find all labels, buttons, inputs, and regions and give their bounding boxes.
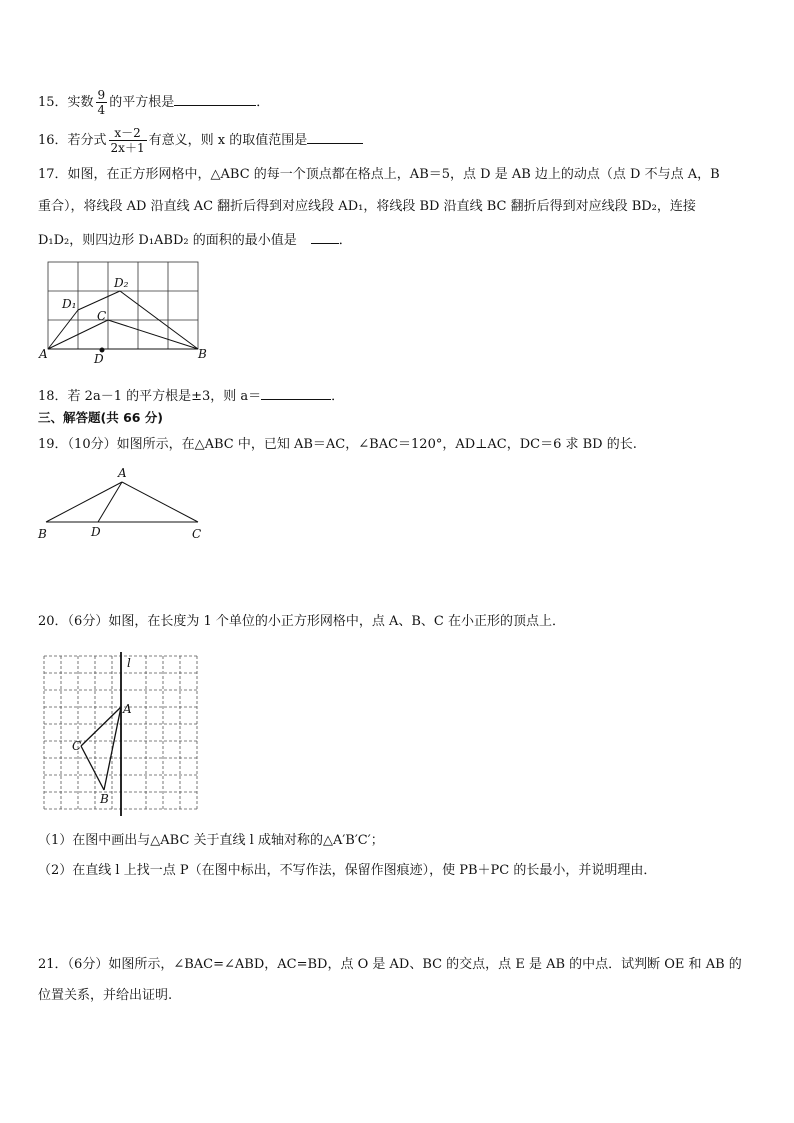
section-3-title: 三、解答题(共 66 分) [38, 410, 164, 425]
q20-label-l: l [127, 656, 131, 670]
q17-line2: 重合），将线段 AD 沿直线 AC 翻折后得到对应线段 AD₁，将线段 BD 沿直线 BC 翻折后得到对应线段 BD₂，连接 [38, 199, 696, 214]
q15-fraction [96, 88, 108, 117]
q18-end: ． [331, 389, 345, 404]
q17-line1: 17．如图，在正方形网格中，△ABC 的每一个顶点都在格点上，AB＝5，点 D 是 AB 边上的动点（点 D 不与点 A，B [38, 167, 720, 182]
q21-line2: 位置关系，并给出证明. [38, 988, 173, 1003]
q17-line3-end: ． [338, 233, 352, 248]
question-15 [38, 88, 269, 117]
q19-label-d: D [91, 525, 101, 539]
q19-triangle-figure [32, 462, 212, 542]
q19-text: 19．（10分）如图所示，在△ABC 中，已知 AB＝AC，∠BAC＝120°，AD⊥AC，DC＝6 求 BD 的长. [38, 437, 637, 452]
q17-label-c: C [97, 309, 107, 323]
q17-label-b: B [198, 347, 207, 361]
q16-answer-blank[interactable] [307, 129, 363, 144]
q20-triangle-abc [81, 707, 121, 790]
q19-figure-lines [46, 482, 198, 522]
q15-prefix: 15．实数 [38, 95, 94, 110]
q15-answer-blank[interactable] [174, 91, 256, 106]
q20-label-c: C [72, 739, 82, 753]
q18-text: 18．若 2a－1 的平方根是±3，则 a＝ [38, 389, 262, 404]
q15-end: ． [256, 95, 270, 110]
q16-frac-den: 2x＋1 [110, 141, 145, 155]
q19-label-a: A [118, 466, 127, 480]
q15-text: 的平方根是 [109, 95, 175, 110]
q20-part2: （2）在直线 l 上找一点 P（在图中标出，不写作法，保留作图痕迹），使 PB＋PC 的长最小，并说明理由． [38, 863, 657, 878]
q15-frac-num: 9 [97, 88, 106, 102]
q17-label-d2: D₂ [114, 276, 129, 290]
q20-grid-figure [36, 648, 206, 820]
q19-label-b: B [38, 527, 47, 541]
q20-label-b: B [100, 792, 109, 806]
q16-prefix: 16．若分式 [38, 133, 107, 148]
q17-label-a: A [39, 347, 48, 361]
q20-label-a: A [123, 702, 132, 716]
q17-label-d1: D₁ [62, 297, 77, 311]
q19-label-c: C [192, 527, 202, 541]
q16-text: 有意义，则 x 的取值范围是 [148, 133, 308, 148]
q16-frac-num: x－2 [109, 126, 147, 141]
q18-answer-blank[interactable] [261, 385, 331, 400]
q20-part1: （1）在图中画出与△ABC 关于直线 l 成轴对称的△A′B′C′； [38, 833, 384, 848]
q17-line3-text: D₁D₂，则四边形 D₁ABD₂ 的面积的最小值是 [38, 233, 297, 248]
q17-answer-blank[interactable] [311, 229, 339, 244]
q16-fraction [109, 126, 147, 155]
q21-line1: 21．（6分）如图所示，∠BAC=∠ABD，AC=BD，点 O 是 AD、BC 的交点，点 E 是 AB 的中点．试判断 OE 和 AB 的 [38, 957, 742, 972]
q20-text: 20．（6分）如图，在长度为 1 个单位的小正方形网格中，点 A、B、C 在小正形的顶点上． [38, 614, 566, 629]
q17-grid-figure [36, 256, 216, 364]
q17-label-d: D [94, 352, 104, 364]
question-18 [38, 385, 344, 406]
q15-frac-den: 4 [97, 103, 106, 117]
q17-line3 [38, 229, 352, 250]
question-16 [38, 126, 363, 155]
